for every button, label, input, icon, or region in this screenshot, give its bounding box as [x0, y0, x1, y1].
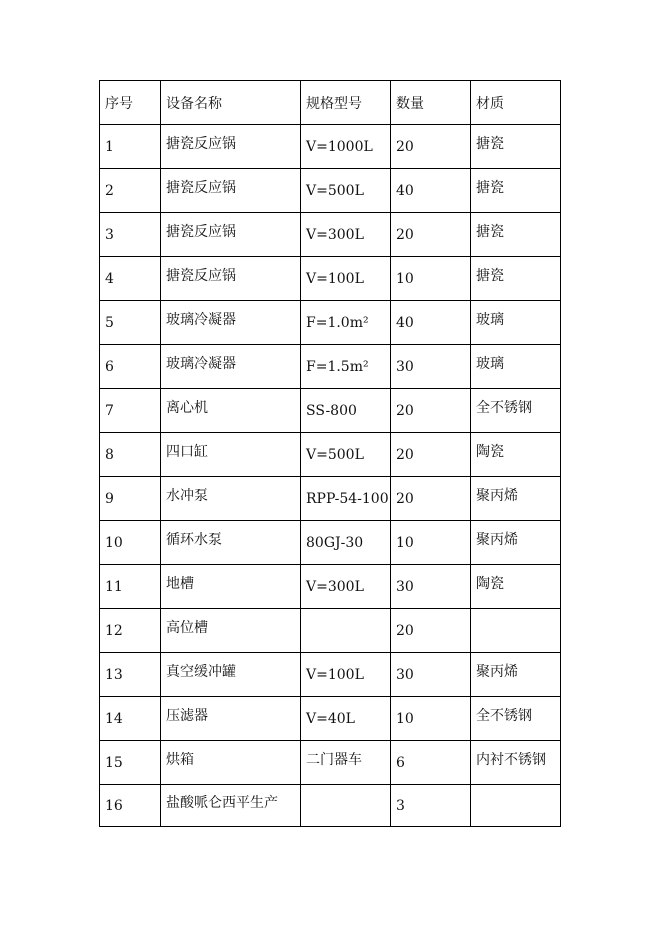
cell-spec-model: V=300L — [301, 565, 391, 609]
cell-index: 15 — [100, 741, 161, 785]
cell-quantity: 20 — [391, 609, 471, 653]
cell-equipment-name: 离心机 — [161, 389, 301, 433]
cell-material: 搪瓷 — [471, 213, 561, 257]
cell-index: 8 — [100, 433, 161, 477]
cell-index: 10 — [100, 521, 161, 565]
table-row — [100, 433, 561, 477]
cell-material: 搪瓷 — [471, 125, 561, 169]
table-row — [100, 125, 561, 169]
table-header-row — [100, 81, 561, 125]
cell-spec-model — [301, 785, 391, 827]
cell-spec-model: V=100L — [301, 257, 391, 301]
table-row — [100, 697, 561, 741]
table-row — [100, 741, 561, 785]
cell-quantity: 20 — [391, 125, 471, 169]
cell-equipment-name: 水冲泵 — [161, 477, 301, 521]
cell-index: 4 — [100, 257, 161, 301]
cell-index: 9 — [100, 477, 161, 521]
cell-index: 1 — [100, 125, 161, 169]
cell-material — [471, 785, 561, 827]
cell-quantity: 20 — [391, 389, 471, 433]
table-row — [100, 785, 561, 827]
cell-quantity: 10 — [391, 697, 471, 741]
cell-material: 全不锈钢 — [471, 389, 561, 433]
cell-material: 搪瓷 — [471, 169, 561, 213]
cell-spec-model: V=300L — [301, 213, 391, 257]
table-row — [100, 653, 561, 697]
cell-equipment-name: 循环水泵 — [161, 521, 301, 565]
cell-material: 内衬不锈钢 — [471, 741, 561, 785]
cell-quantity: 20 — [391, 433, 471, 477]
cell-quantity: 30 — [391, 345, 471, 389]
cell-equipment-name: 压滤器 — [161, 697, 301, 741]
cell-spec-model: F=1.5m² — [301, 345, 391, 389]
table-row — [100, 213, 561, 257]
cell-equipment-name: 搪瓷反应锅 — [161, 125, 301, 169]
cell-equipment-name: 盐酸哌仑西平生产 — [161, 785, 301, 827]
cell-index: 12 — [100, 609, 161, 653]
cell-equipment-name: 高位槽 — [161, 609, 301, 653]
cell-index: 13 — [100, 653, 161, 697]
cell-quantity: 10 — [391, 257, 471, 301]
header-equipment-name: 设备名称 — [161, 81, 301, 125]
cell-index: 7 — [100, 389, 161, 433]
cell-equipment-name: 搪瓷反应锅 — [161, 257, 301, 301]
cell-quantity: 20 — [391, 477, 471, 521]
cell-spec-model: 80GJ-30 — [301, 521, 391, 565]
cell-index: 2 — [100, 169, 161, 213]
cell-material: 玻璃 — [471, 345, 561, 389]
table-row — [100, 389, 561, 433]
cell-quantity: 40 — [391, 301, 471, 345]
table-row — [100, 477, 561, 521]
header-spec-model: 规格型号 — [301, 81, 391, 125]
cell-index: 3 — [100, 213, 161, 257]
cell-material: 陶瓷 — [471, 565, 561, 609]
cell-index: 11 — [100, 565, 161, 609]
cell-spec-model: V=100L — [301, 653, 391, 697]
cell-equipment-name: 玻璃冷凝器 — [161, 345, 301, 389]
table-row — [100, 169, 561, 213]
cell-spec-model: V=1000L — [301, 125, 391, 169]
table-row — [100, 257, 561, 301]
cell-spec-model: V=500L — [301, 169, 391, 213]
cell-equipment-name: 真空缓冲罐 — [161, 653, 301, 697]
cell-quantity: 30 — [391, 653, 471, 697]
cell-spec-model: V=40L — [301, 697, 391, 741]
cell-spec-model — [301, 609, 391, 653]
cell-quantity: 40 — [391, 169, 471, 213]
cell-index: 5 — [100, 301, 161, 345]
header-material: 材质 — [471, 81, 561, 125]
table-row — [100, 565, 561, 609]
cell-material: 聚丙烯 — [471, 477, 561, 521]
cell-material: 全不锈钢 — [471, 697, 561, 741]
header-index: 序号 — [100, 81, 161, 125]
cell-quantity: 20 — [391, 213, 471, 257]
cell-equipment-name: 搪瓷反应锅 — [161, 169, 301, 213]
cell-material: 聚丙烯 — [471, 653, 561, 697]
cell-quantity: 6 — [391, 741, 471, 785]
header-quantity: 数量 — [391, 81, 471, 125]
cell-equipment-name: 烘箱 — [161, 741, 301, 785]
cell-material: 搪瓷 — [471, 257, 561, 301]
cell-spec-model: RPP-54-100 — [301, 477, 391, 521]
cell-equipment-name: 搪瓷反应锅 — [161, 213, 301, 257]
cell-index: 14 — [100, 697, 161, 741]
cell-spec-model: SS-800 — [301, 389, 391, 433]
cell-quantity: 3 — [391, 785, 471, 827]
cell-material: 玻璃 — [471, 301, 561, 345]
table-row — [100, 301, 561, 345]
cell-spec-model: F=1.0m² — [301, 301, 391, 345]
cell-material: 陶瓷 — [471, 433, 561, 477]
cell-spec-model: V=500L — [301, 433, 391, 477]
cell-quantity: 30 — [391, 565, 471, 609]
cell-equipment-name: 玻璃冷凝器 — [161, 301, 301, 345]
cell-index: 6 — [100, 345, 161, 389]
cell-equipment-name: 地槽 — [161, 565, 301, 609]
table-row — [100, 609, 561, 653]
table-row — [100, 345, 561, 389]
cell-material — [471, 609, 561, 653]
cell-material: 聚丙烯 — [471, 521, 561, 565]
cell-spec-model: 二门器车 — [301, 741, 391, 785]
equipment-table — [99, 80, 561, 827]
table-row — [100, 521, 561, 565]
cell-quantity: 10 — [391, 521, 471, 565]
cell-index: 16 — [100, 785, 161, 827]
cell-equipment-name: 四口缸 — [161, 433, 301, 477]
